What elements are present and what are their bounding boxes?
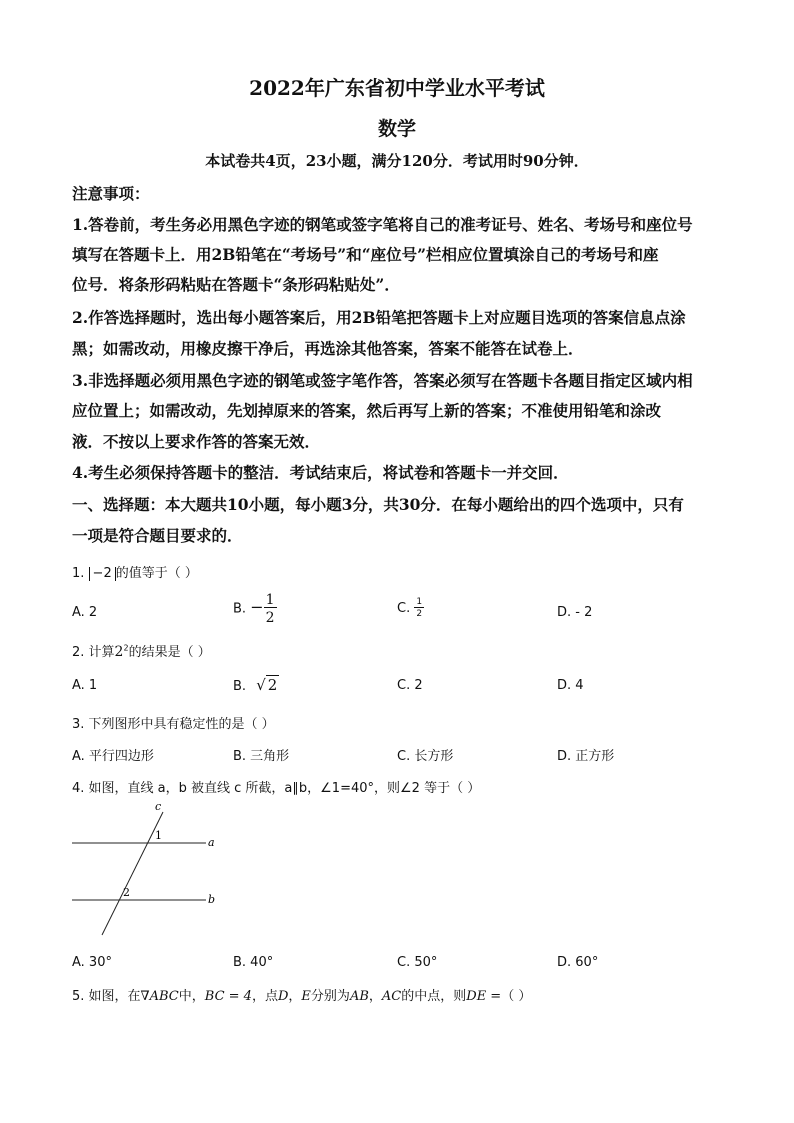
option-d: D. 正方形 — [557, 749, 615, 764]
option-b: B. 三角形 — [233, 749, 290, 764]
absolute-value: −2 — [89, 567, 116, 581]
notes-line: 2.作答选择题时，选出每小题答案后，用2B铅笔把答题卡上对应题目选项的答案信息点涂 — [72, 308, 686, 327]
power-base: 2 — [114, 644, 124, 660]
segment-ab: AB — [349, 989, 369, 1004]
option-c: C. 50° — [397, 955, 438, 970]
line-c — [102, 812, 163, 935]
label-b: b — [208, 893, 216, 906]
power-exponent: 2 — [123, 643, 129, 653]
notes-heading: 注意事项： — [72, 184, 150, 203]
exam-info: 本试卷共4页，23小题，满分120分．考试用时90分钟． — [205, 152, 589, 170]
question-3: 3. 下列图形中具有稳定性的是（ ） — [72, 717, 275, 732]
square-root: √ 2 — [256, 676, 278, 694]
notes-line: 位号．将条形码粘贴在答题卡“条形码粘贴处”． — [72, 275, 400, 294]
option-a: A. 30° — [72, 955, 112, 970]
question-text: 的值等于（ ） — [115, 566, 198, 581]
label-a: a — [208, 836, 215, 849]
question-5: 5. 如图，在∇ABC中，BC = 4，点D，E分别为AB，AC的中点，则DE =（ ） — [72, 989, 532, 1004]
option-c: C. 长方形 — [397, 749, 454, 764]
section-heading-cont: 一项是符合题目要求的． — [72, 526, 243, 545]
notes-line: 4.考生必须保持答题卡的整洁．考试结束后，将试卷和答题卡一并交回． — [72, 463, 569, 482]
option-b: B. 40° — [233, 955, 274, 970]
fraction: $\frac{1}{2}$ — [265, 592, 275, 626]
exam-title: 2022年广东省初中学业水平考试 — [249, 76, 545, 100]
subject-title: 数学 — [377, 118, 416, 140]
option-b: B. − $\frac{1}{2}$ — [233, 592, 275, 626]
parallel-lines-figure — [68, 800, 228, 940]
angle-1-label: 1 — [155, 829, 162, 842]
section-heading: 一、选择题：本大题共10小题，每小题3分，共30分．在每小题给出的四个选项中，只有 — [72, 495, 684, 514]
point-d: D — [277, 989, 289, 1004]
notes-line: 1.答卷前，考生务必用黑色字迹的钢笔或签字笔将自己的准考证号、姓名、考场号和座位号 — [72, 215, 693, 234]
option-a: A. 2 — [72, 605, 98, 620]
notes-line: 填写在答题卡上．用2B铅笔在“考场号”和“座位号”栏相应位置填涂自己的考场号和座 — [72, 245, 659, 264]
fraction: $\frac{1}{2}$ — [416, 597, 423, 619]
question-4: 4. 如图，直线 a，b 被直线 c 所截，a∥b，∠1=40°，则∠2 等于（ ） — [72, 781, 481, 796]
segment-de: DE = — [466, 989, 502, 1004]
option-c: C. $\frac{1}{2}$ — [397, 597, 423, 619]
notes-line: 黑；如需改动，用橡皮擦干净后，再选涂其他答案，答案不能答在试卷上． — [72, 339, 584, 358]
question-number: 1. — [72, 566, 85, 581]
angle-2-label: 2 — [123, 886, 130, 899]
option-d: D. 4 — [557, 678, 584, 693]
point-e: E — [301, 989, 311, 1004]
question-1 — [72, 562, 198, 581]
question-2: 2. 计算$2^2$的结果是（ ） — [72, 643, 211, 660]
segment-ac: AC — [381, 989, 402, 1004]
option-d: D. - 2 — [557, 605, 593, 620]
notes-line: 应位置上；如需改动，先划掉原来的答案，然后再写上新的答案；不准使用铅笔和涂改 — [72, 401, 662, 420]
notes-line: 3.非选择题必须用黑色字迹的钢笔或签字笔作答，答案必须写在答题卡各题目指定区域内相 — [72, 371, 693, 390]
math-bc: BC = 4 — [204, 989, 252, 1004]
option-a: A. 1 — [72, 678, 98, 693]
option-d: D. 60° — [557, 955, 599, 970]
option-c: C. 2 — [397, 678, 423, 693]
option-a: A. 平行四边形 — [72, 749, 154, 764]
option-b: B. √ 2 — [233, 676, 278, 694]
triangle-name: ∇ABC — [140, 989, 179, 1004]
label-c: c — [155, 800, 162, 813]
notes-line: 液．不按以上要求作答的答案无效． — [72, 432, 321, 451]
